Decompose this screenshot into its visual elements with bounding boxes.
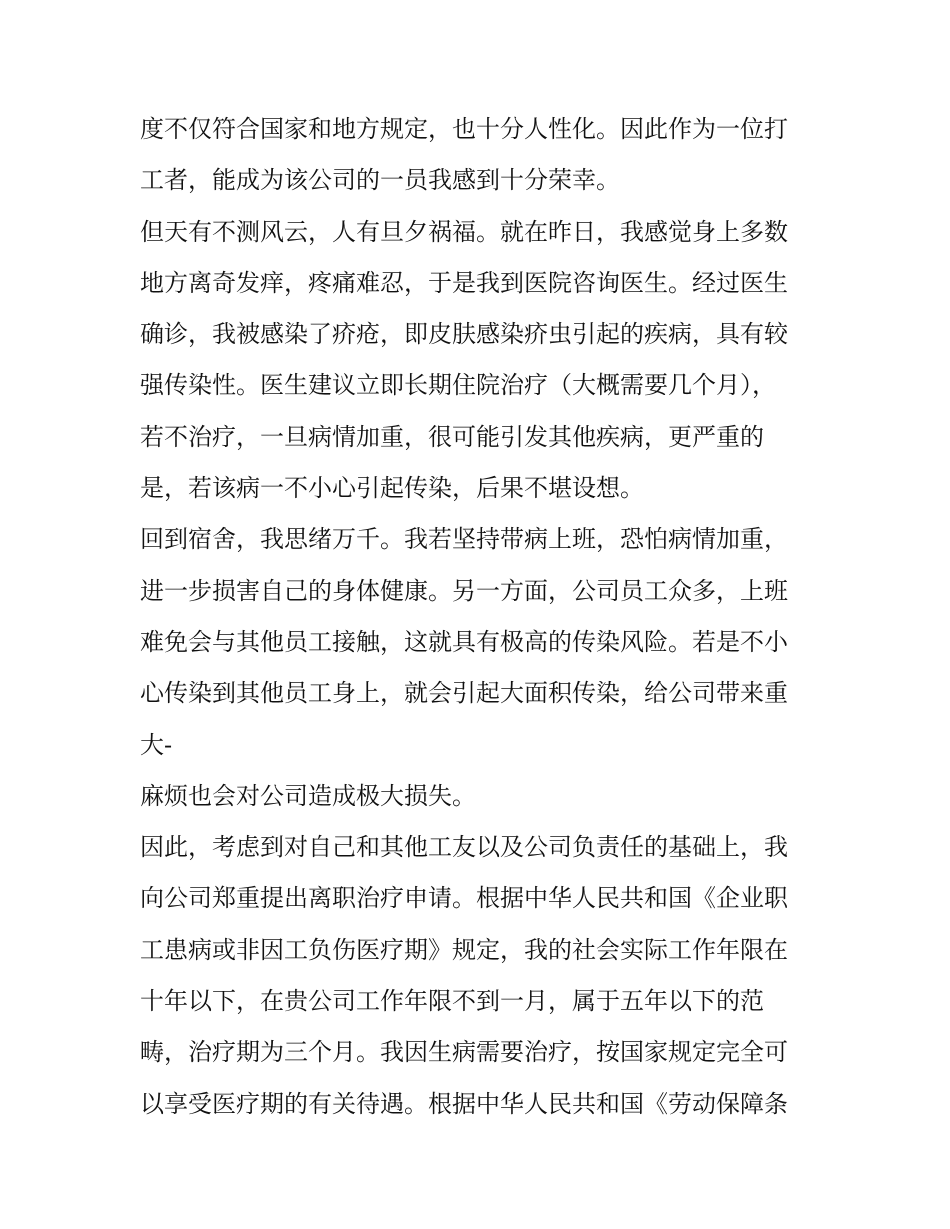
text-line-5: 确诊，我被感染了疥疮，即皮肤感染疥虫引起的疾病，具有较 bbox=[140, 320, 788, 349]
text-line-2: 工者，能成为该公司的一员我感到十分荣幸。 bbox=[140, 166, 620, 195]
document-body bbox=[140, 104, 820, 1130]
text-line-1: 度不仅符合国家和地方规定，也十分人性化。因此作为一位打 bbox=[140, 115, 788, 143]
text-line-6: 强传染性。医生建议立即长期住院治疗（大概需要几个月）， bbox=[140, 371, 776, 400]
text-line-19: 畴，治疗期为三个月。我因生病需要治疗，按国家规定完全可 bbox=[140, 1038, 788, 1067]
text-line-16: 向公司郑重提出离职治疗申请。根据中华人民共和国《企业职 bbox=[140, 884, 788, 913]
text-line-4: 地方离奇发痒，疼痛难忍，于是我到医院咨询医生。经过医生 bbox=[140, 268, 788, 297]
text-line-7: 若不治疗，一旦病情加重，很可能引发其他疾病，更严重的 bbox=[140, 422, 764, 451]
text-line-11: 难免会与其他员工接触，这就具有极高的传染风险。若是不小 bbox=[140, 627, 788, 656]
text-line-18: 十年以下，在贵公司工作年限不到一月，属于五年以下的范 bbox=[140, 987, 764, 1016]
text-line-20: 以享受医疗期的有关待遇。根据中华人民共和国《劳动保障条 bbox=[140, 1089, 788, 1118]
text-line-13: 大- bbox=[140, 730, 173, 759]
text-line-14: 麻烦也会对公司造成极大损失。 bbox=[140, 781, 476, 810]
text-line-10: 进一步损害自己的身体健康。另一方面，公司员工众多，上班 bbox=[140, 576, 788, 605]
text-line-9: 回到宿舍，我思绪万千。我若坚持带病上班，恐怕病情加重， bbox=[140, 525, 788, 554]
text-line-15: 因此，考虑到对自己和其他工友以及公司负责任的基础上，我 bbox=[140, 833, 788, 862]
text-line-17: 工患病或非因工负伤医疗期》规定，我的社会实际工作年限在 bbox=[140, 935, 788, 964]
text-line-3: 但天有不测风云，人有旦夕祸福。就在昨日，我感觉身上多数 bbox=[140, 217, 788, 246]
text-line-8: 是，若该病一不小心引起传染，后果不堪设想。 bbox=[140, 474, 644, 503]
text-line-12: 心传染到其他员工身上，就会引起大面积传染，给公司带来重 bbox=[140, 679, 788, 708]
